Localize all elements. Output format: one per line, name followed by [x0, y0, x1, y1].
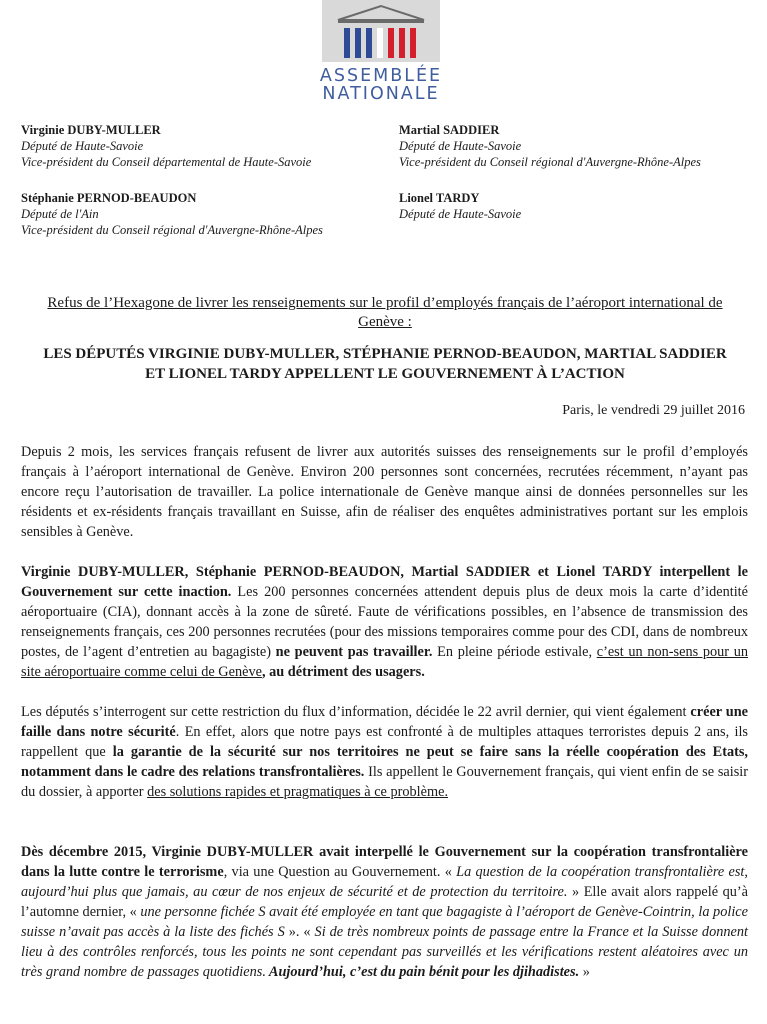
dateline: Paris, le vendredi 29 juillet 2016 — [562, 403, 745, 418]
deputy-block — [21, 122, 311, 170]
deputy-block — [399, 122, 701, 170]
deputy-role: Vice-président du Conseil régional d'Auvergne-Rhône-Alpes — [399, 155, 701, 169]
p3-bold: créer une faille dans notre sécurité — [21, 704, 748, 740]
p4-italic-3: Si de très nombreux points de passage entre la France et la Suisse donnent lieu à des contrôles renforcés, tous les points ne sont cependant pas surveillés et les vérifications restent aléatoires avec un très grand nombre de passages quotidiens. — [21, 924, 748, 980]
assemblee-nationale-logo — [322, 0, 440, 62]
paragraph-3 — [21, 702, 748, 802]
p2-bold-3: , au détriment des usagers. — [261, 664, 425, 680]
deputy-role: Vice-président du Conseil régional d'Auvergne-Rhône-Alpes — [21, 223, 323, 237]
p3-text: Les députés s’interrogent sur cette restriction du flux d’information, décidée le 22 avril dernier, qui vient également — [21, 704, 691, 720]
deputy-block — [399, 190, 521, 222]
p2-bold: Virginie DUBY-MULLER, Stéphanie PERNOD-BEAUDON, Martial SADDIER et Lionel TARDY interpellent le Gouvernement sur cette inaction. — [21, 564, 748, 600]
deputy-name: Lionel TARDY — [399, 191, 480, 205]
deputy-role: Député de Haute-Savoie — [21, 139, 144, 153]
deputy-name: Stéphanie PERNOD-BEAUDON — [21, 191, 197, 205]
logo-line-1: ASSEMBLÉE — [319, 66, 443, 86]
p2-text-2: En pleine période estivale, — [432, 644, 597, 660]
p4-end: » — [579, 964, 590, 980]
deputy-name: Virginie DUBY-MULLER — [21, 123, 161, 137]
p4-bold-italic: Aujourd’hui, c’est du pain bénit pour les djihadistes. — [265, 964, 580, 980]
p3-text-2: . En effet, alors que notre pays est confronté à de multiples attaques terroristes depuis 2 ans, ils rappellent que — [21, 724, 749, 760]
p4-text-2: » Elle avait alors rappelé qu’à l’automne dernier, « — [21, 884, 748, 920]
paragraph-2 — [21, 562, 748, 682]
logo-line-2: NATIONALE — [322, 84, 440, 104]
p2-text: Les 200 personnes concernées attendent depuis plus de deux mois la carte d’identité aéroportuaire (CIA), donnant accès à la zone de sûreté. Faute de vérifications possibles, en l’absence de transmission des renseignements français, ces 200 personnes recrutées (pour des missions temporaires comme pour des CDI, dans de nombreux postes, de l’agent d’entretien au bagagiste) — [21, 584, 748, 660]
paragraph-1: Depuis 2 mois, les services français refusent de livrer aux autorités suisses des renseignements sur le profil d’employés français à l’aéroport international de Genève. Environ 200 personnes sont concernées, recrutées récemment, n’ayant pas encore reçu l’autorisation de travailler. La police internationale de Genève manque ainsi de données personnelles sur les résidents et ex-résidents français travaillant en Suisse, afin de réaliser des enquêtes administratives portant sur les emplois sensibles à Genève. — [21, 444, 748, 540]
p4-text: , via une Question au Gouvernement. « — [223, 864, 457, 880]
p4-text-3: ». « — [284, 924, 315, 940]
p4-italic: La question de la coopération transfrontalière est, aujourd’hui plus que jamais, au cœur de nos enjeux de sécurité et de protection du territoire. — [21, 864, 748, 900]
deputy-block — [21, 190, 323, 238]
deputy-role: Député de Haute-Savoie — [399, 139, 522, 153]
deputy-role: Vice-président du Conseil départemental de Haute-Savoie — [21, 155, 312, 169]
deputy-role: Député de Haute-Savoie — [399, 207, 522, 221]
p4-italic-2: une personne fichée S avait été employée en tant que bagagiste à l’aéroport de Genève-Cointrin, la police suisse n’avait pas accès à la liste des fichés S — [21, 904, 748, 940]
p3-text-3: Ils appellent le Gouvernement français, qui vient enfin de se saisir du dossier, à apporter — [21, 764, 748, 800]
p3-underline: des solutions rapides et pragmatiques à ce problème. — [147, 784, 449, 800]
p3-bold-2: la garantie de la sécurité sur nos territoires ne peut se faire sans la réelle coopération des Etats, notamment dans le cadre des relations transfrontalières. — [21, 744, 748, 780]
subject-line: Refus de l’Hexagone de livrer les renseignements sur le profil d’employés français de l’aéroport international de Genève : — [47, 295, 723, 330]
p2-bold-2: ne peuvent pas travailler. — [275, 644, 433, 660]
deputy-role: Député de l'Ain — [21, 207, 99, 221]
paragraph-4 — [21, 842, 748, 982]
press-headline: LES DÉPUTÉS VIRGINIE DUBY-MULLER, STÉPHANIE PERNOD-BEAUDON, MARTIAL SADDIER ET LIONEL TARDY APPELLENT LE GOUVERNEMENT À L’ACTION — [43, 346, 727, 382]
p4-bold: Dès décembre 2015, Virginie DUBY-MULLER avait interpellé le Gouvernement sur la coopération transfrontalière dans la lutte contre le terrorisme — [21, 844, 748, 880]
hemicycle-icon — [322, 0, 440, 62]
deputy-name: Martial SADDIER — [399, 123, 500, 137]
p2-underline: c’est un non-sens pour un site aéroportuaire comme celui de Genève — [21, 644, 749, 680]
